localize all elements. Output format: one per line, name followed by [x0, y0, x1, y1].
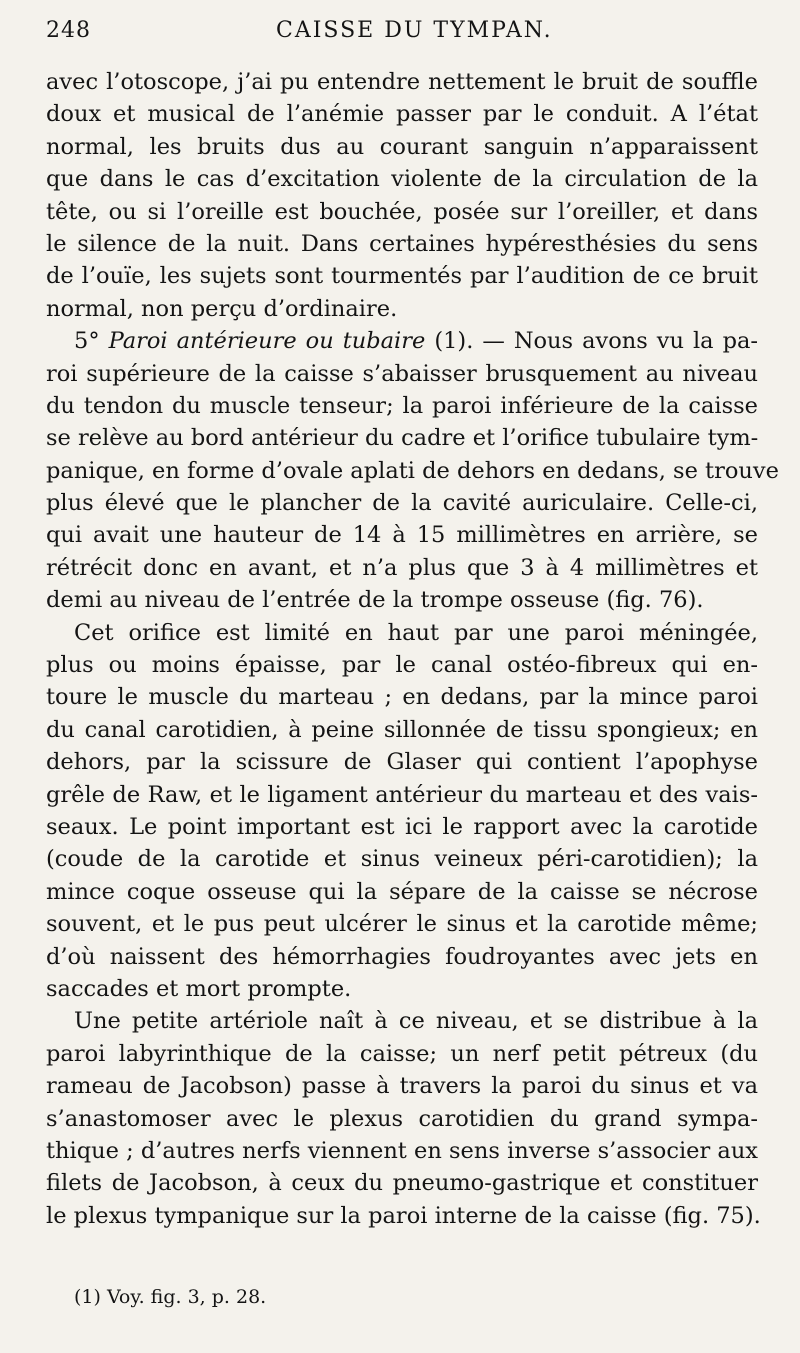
- text-line: qui avait une hauteur de 14 à 15 millimètres en arrière, se: [46, 522, 758, 549]
- text-line: rétrécit donc en avant, et n’a plus que 3 à 4 millimètres et: [46, 554, 758, 581]
- text-line: avec l’otoscope, j’ai pu entendre nettement le bruit de souffle: [46, 69, 758, 95]
- text-line: (coude de la carotide et sinus veineux péri-carotidien); la: [46, 846, 758, 873]
- text-line: s’anastomoser avec le plexus carotidien du grand sympa-: [46, 1105, 758, 1132]
- page-number: 248: [46, 18, 91, 43]
- text-line: du tendon du muscle tenseur; la paroi inférieure de la caisse: [46, 392, 758, 419]
- running-head: [46, 18, 756, 52]
- text-line: tête, ou si l’oreille est bouchée, posée sur l’oreiller, et dans: [46, 198, 758, 225]
- text-line: que dans le cas d’excitation violente de la circulation de la: [46, 166, 758, 193]
- section-heading: Paroi antérieure ou tubaire: [108, 328, 426, 355]
- text-line: toure le muscle du marteau ; en dedans, par la mince paroi: [46, 684, 758, 711]
- text-line: le plexus tympanique sur la paroi interne de la caisse (fig. 75).: [46, 1202, 761, 1229]
- text-line: panique, en forme d’ovale aplati de dehors en dedans, se trouve: [46, 457, 779, 484]
- text-line: grêle de Raw, et le ligament antérieur du marteau et des vais-: [46, 781, 758, 808]
- text-line: plus ou moins épaisse, par le canal ostéo-fibreux qui en-: [46, 652, 758, 679]
- running-title: CAISSE DU TYMPAN.: [276, 18, 553, 43]
- text-line: saccades et mort prompte.: [46, 975, 352, 1002]
- text-line: se relève au bord antérieur du cadre et l’orifice tubulaire tym-: [46, 425, 759, 452]
- line-text: (1). — Nous avons vu la pa-: [425, 328, 758, 355]
- text-line: souvent, et le pus peut ulcérer le sinus et la carotide même;: [46, 911, 758, 938]
- text-line: doux et musical de l’anémie passer par le conduit. A l’état: [46, 101, 758, 128]
- text-line: [46, 325, 758, 357]
- section-number: 5°: [74, 328, 109, 355]
- text-line: de l’ouïe, les sujets sont tourmentés par l’audition de ce bruit: [46, 263, 758, 290]
- text-line: seaux. Le point important est ici le rapport avec la carotide: [46, 813, 758, 840]
- text-line: rameau de Jacobson) passe à travers la paroi du sinus et va: [46, 1073, 758, 1100]
- text-line: paroi labyrinthique de la caisse; un nerf petit pétreux (du: [46, 1040, 758, 1067]
- text-line: Cet orifice est limité en haut par une paroi méningée,: [74, 619, 758, 646]
- text-line: d’où naissent des hémorrhagies foudroyantes avec jets en: [46, 943, 758, 970]
- text-line: demi au niveau de l’entrée de la trompe osseuse (fig. 76).: [46, 587, 704, 614]
- text-line: le silence de la nuit. Dans certaines hypéresthésies du sens: [46, 230, 758, 257]
- text-line: du canal carotidien, à peine sillonnée de tissu spongieux; en: [46, 716, 758, 743]
- text-line: roi supérieure de la caisse s’abaisser brusquement au niveau: [46, 360, 758, 387]
- text-line: plus élevé que le plancher de la cavité auriculaire. Celle-ci,: [46, 490, 758, 517]
- text-line: normal, non perçu d’ordinaire.: [46, 295, 398, 322]
- text-line: dehors, par la scissure de Glaser qui contient l’apophyse: [46, 749, 758, 776]
- text-line: Une petite artériole naît à ce niveau, et se distribue à la: [74, 1008, 758, 1035]
- text-line: thique ; d’autres nerfs viennent en sens inverse s’associer aux: [46, 1137, 758, 1164]
- text-line: filets de Jacobson, à ceux du pneumo-gastrique et constituer: [46, 1170, 758, 1197]
- footnote: (1) Voy. fig. 3, p. 28.: [74, 1286, 267, 1308]
- text-line: mince coque osseuse qui la sépare de la caisse se nécrose: [46, 878, 758, 905]
- text-line: normal, les bruits dus au courant sanguin n’apparaissent: [46, 133, 758, 160]
- body-text: [46, 66, 779, 1232]
